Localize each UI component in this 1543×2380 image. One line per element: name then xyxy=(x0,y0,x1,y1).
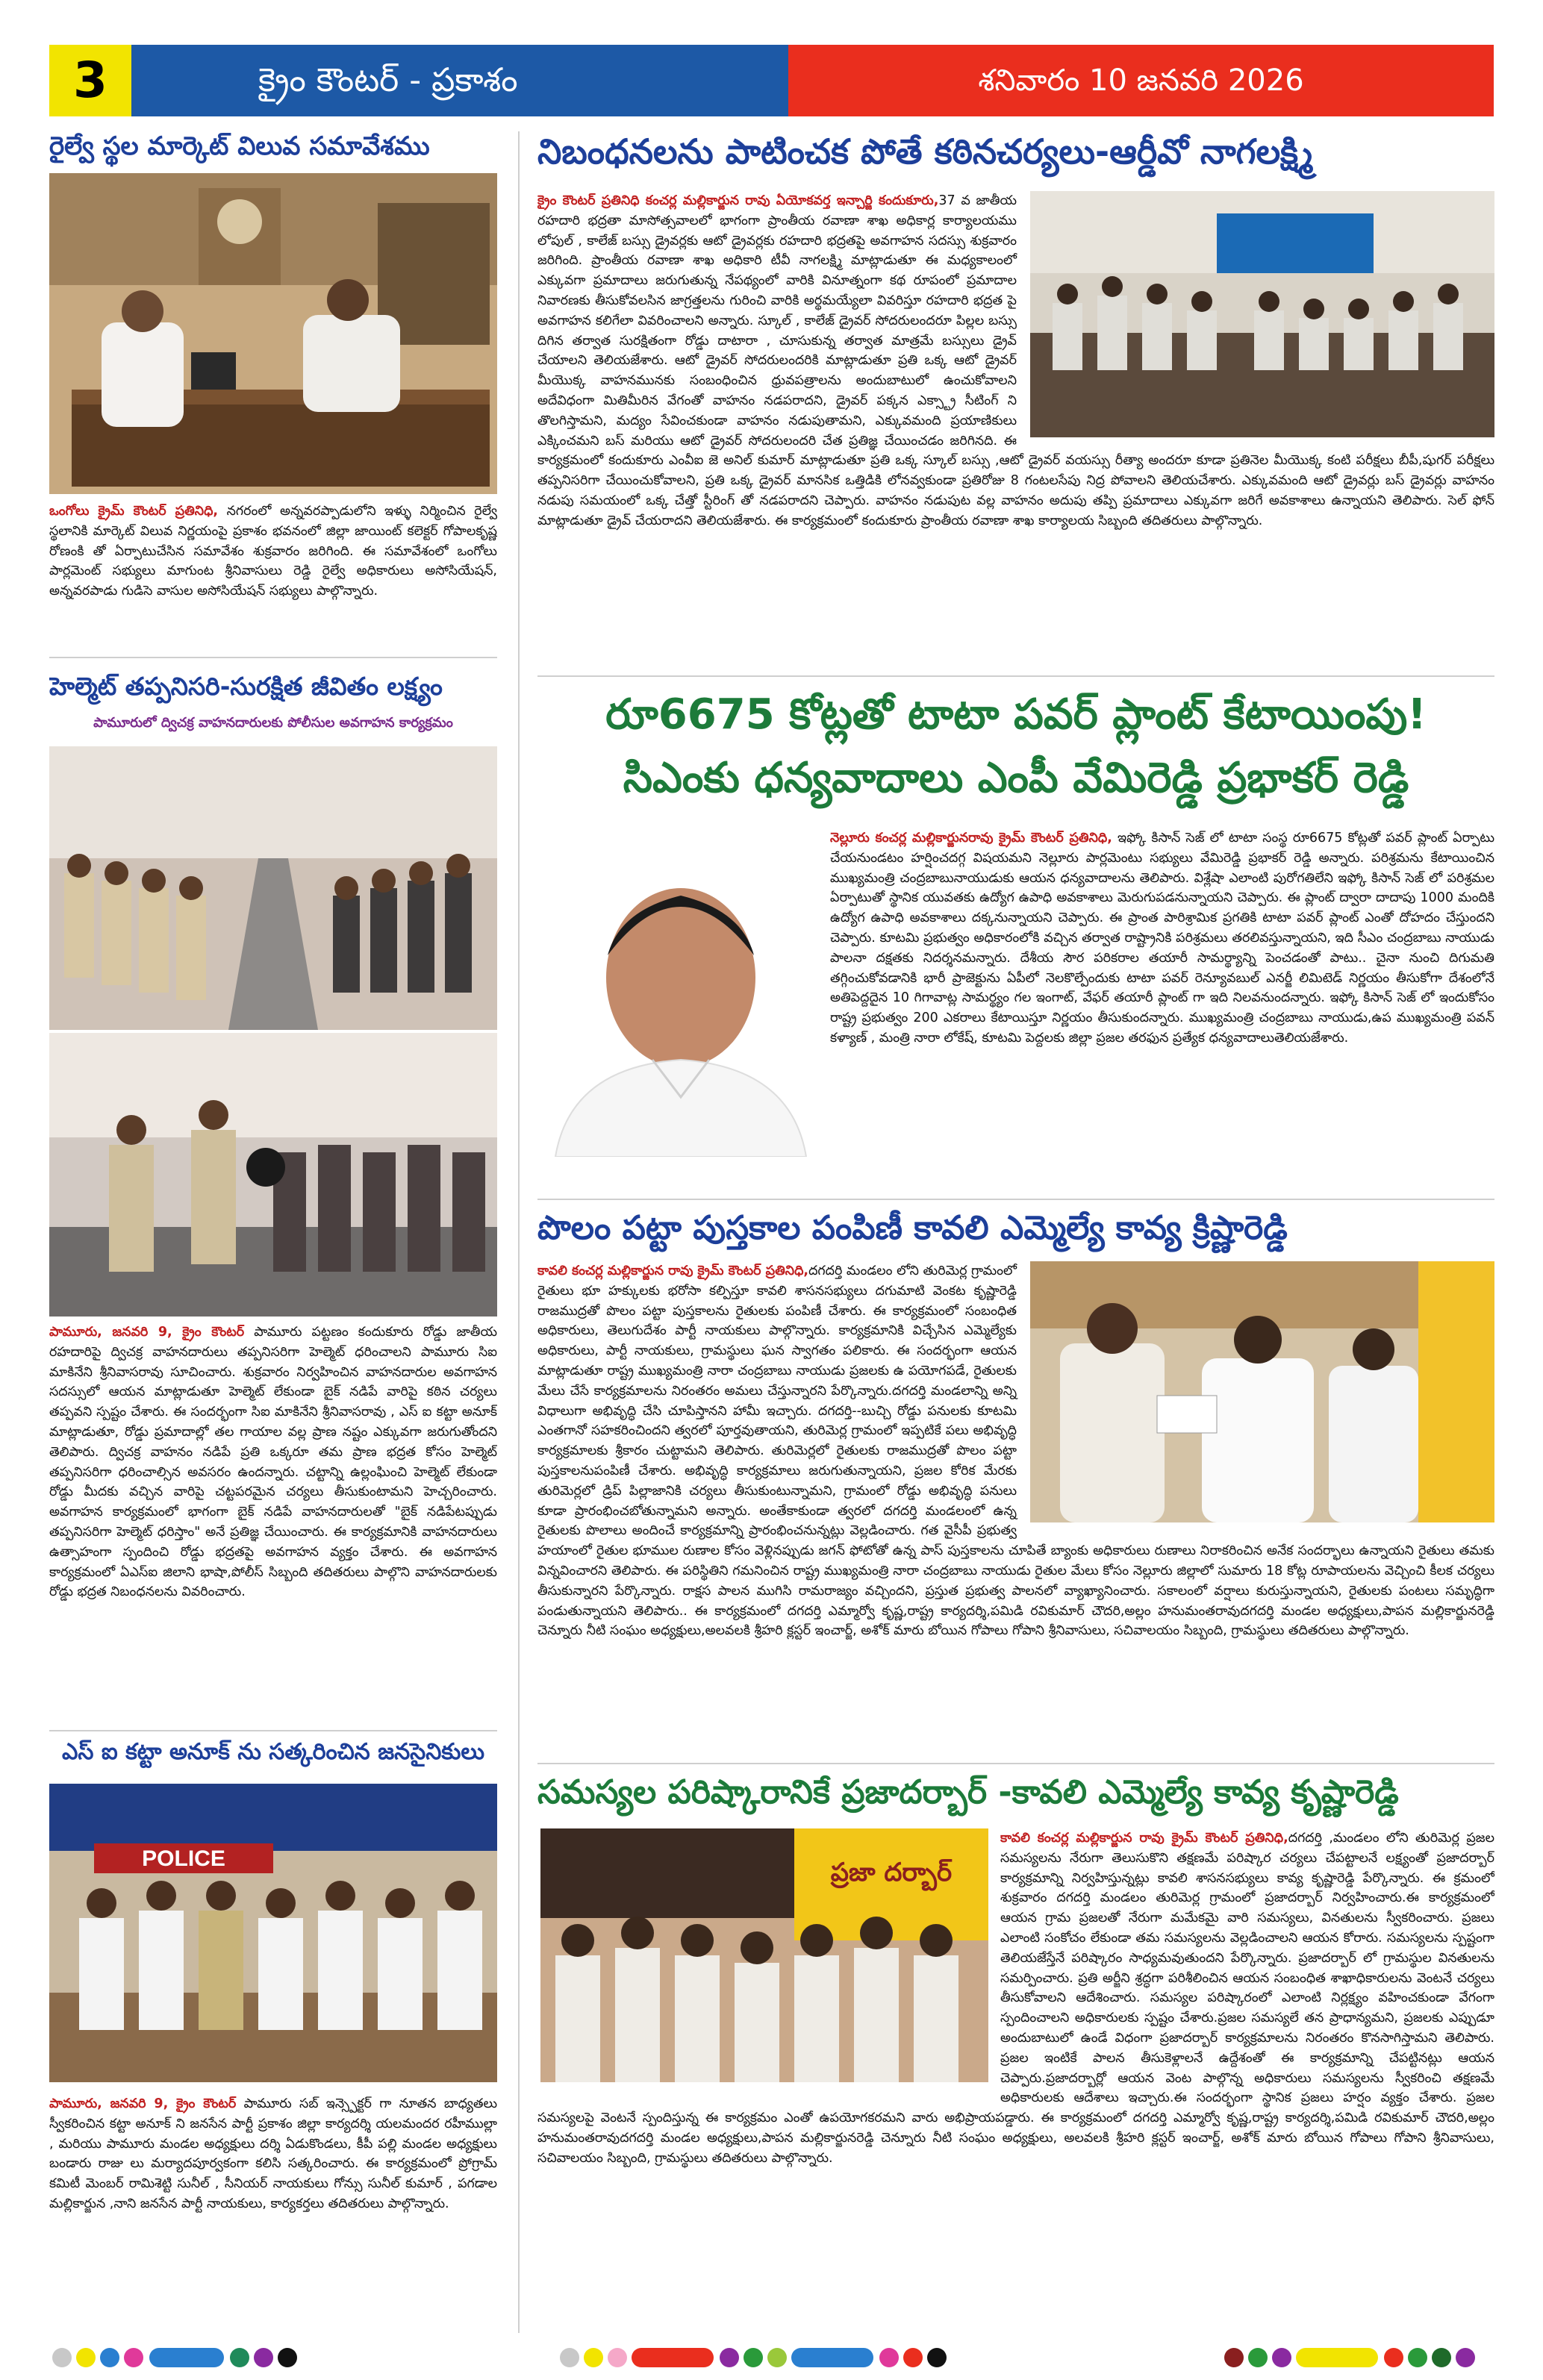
felicitation-image xyxy=(49,1784,497,2082)
footer-dot xyxy=(1384,2348,1403,2367)
footer-dot xyxy=(1272,2348,1291,2367)
art3-photo-1 xyxy=(49,746,497,1030)
paper-name: క్రైం కౌంటర్ - ప్రకాశం xyxy=(131,45,788,116)
art6-headline: ఎస్ ఐ కట్టా అనూక్ ను సత్కరించిన జనసైనికులు xyxy=(61,1739,484,1765)
page-number: 3 xyxy=(49,45,131,116)
police-banner-label: POLICE xyxy=(142,1846,225,1871)
footer-color-strip xyxy=(0,2348,1543,2370)
art2-photo-space xyxy=(1017,191,1494,443)
art1-photo xyxy=(49,173,497,494)
art6-text: పామూరు సబ్ ఇన్స్పెక్టర్ గా నూతన బాధ్యతలు స్వీకరించిన కట్టా అనూక్ ని జనసేన పార్టీ ప్రకాశం జిల్లా కార్యదర్శి యలమందర రహీముల్లా , మరియు పామూరు మండల అధ్యక్షులు దర్శి ఏడుకొండలు, కీపీ పల్లి మండల అధ్యక్షులు బండారు రాజు లు మర్యాదపూర్వకంగా కలిసి సత్కరించారు. ఈ కార్యక్రమంలో ప్రోగ్రామ్ కమిటీ మెంబర్ రామిశెట్టి సునీల్ , సీనియర్ నాయకులు గోన్సు సునీల్ కుమార్ , పగడాల మల్లికార్జున ,నాని జనసేన పార్టీ నాయకులు, కార్యకర్తలు తదితరులు పాల్గొన్నారు. xyxy=(49,2096,497,2211)
column-divider xyxy=(518,131,520,2333)
art4-headline: రూ6675 కోట్లతో టాటా పవర్ ప్లాంట్ కేటాయింపు! xyxy=(605,690,1427,739)
footer-dot xyxy=(278,2348,297,2367)
footer-dot xyxy=(584,2348,603,2367)
art3-lead: పామూరు, జనవరి 9, క్రైం కౌంటర్ xyxy=(49,1325,245,1340)
art1-body xyxy=(49,502,497,651)
footer-dot xyxy=(767,2348,787,2367)
art4-photo-space xyxy=(537,828,830,1157)
art4-lead: నెల్లూరు కంచర్ల మల్లికార్జునరావు క్రైమ్ కౌంటర్ ప్రతినిధి, xyxy=(830,831,1112,846)
footer-pill xyxy=(149,2348,224,2367)
footer-dot xyxy=(100,2348,119,2367)
darbar-banner-label: ప్రజా దర్బార్ xyxy=(830,1858,953,1887)
art7-photo-space xyxy=(537,1828,1000,2091)
divider xyxy=(49,657,497,658)
art3-text: పామూరు పట్టణం కందుకూరు రోడ్డు జాతీయ రహదారిపై ద్విచక్ర వాహనదారులు తప్పనిసరిగా హెల్మెట్ ధరించాలని పామూరు సిఐ మాకినేని శ్రీనివాసరావు సూచించారు. శుక్రవారం నిర్వహించిన వాహనదారుల అవగాహన సదస్సులో ఆయన మాట్లాడుతూ హెల్మెట్ లేకుండా బైక్ నడిపే వారిపై కఠిన చర్యలు తప్పవని స్పష్టం చేశారు. ఈ సందర్భంగా సిఐ మాకినేని శ్రీనివాసరావు , ఎస్ ఐ కట్టా అనూక్ మాట్లాడుతూ, రోడ్డు ప్రమాదాల్లో తల గాయాల వల్ల ప్రాణ నష్టం ఎక్కువగా జరుగుతోందని తెలిపారు. ద్విచక్ర వాహనం నడిపే ప్రతి ఒక్కరూ తమ ప్రాణ భద్రత కోసం హెల్మెట్ తప్పనిసరిగా ధరించాల్సిన అవసరం ఉందన్నారు. చట్టాన్ని ఉల్లంఘించి హెల్మెట్ లేకుండా రోడ్డు మీదకు వచ్చిన వారిపై చట్టపరమైన చర్యలు తీసుకుంటామని హెచ్చరించారు. అవగాహన కార్యక్రమంలో భాగంగా బైక్ నడిపే వాహనదారులతో "బైక్ నడిపేటప్పుడు తప్పనిసరిగా హెల్మెట్ ధరిస్తాం" అనే ప్రతిజ్ఞ చేయించారు. ఈ కార్యక్రమానికి వాహనదారులు ఉత్సాహంగా స్పందించి రోడ్డు భద్రతపై అవగాహన వ్యక్తం చేశారు. ఈ అవగాహన కార్యక్రమంలో ఏఎస్ఐ జిలాని భాషా,పోలీస్ సిబ్బంది తదితరులు పాల్గొని వాహనదారులకు రోడ్డు భద్రత నిబంధనలను వివరించారు. xyxy=(49,1325,497,1600)
art5-body xyxy=(537,1261,1494,1754)
footer-dot xyxy=(1456,2348,1475,2367)
footer-dot xyxy=(1224,2348,1244,2367)
divider xyxy=(537,1763,1494,1764)
helmet-awareness-image xyxy=(49,1033,497,1317)
art5-text: దగదర్తి మండలం లోని తురిమెర్ల గ్రామంలో రైతులు భూ హక్కులకు భరోసా కల్పిస్తూ కావలి శాసనసభ్యులు దగుమాటి వెంకట కృష్ణారెడ్డి రాజముద్రతో పొలం పట్టా పుస్తకాలను రైతులకు పంపిణీ చేశారు. ఈ కార్యక్రమంలో సంబంధిత అధికారులు, తెలుగుదేశం పార్టీ నాయకులు పాల్గొన్నారు. కార్యక్రమానికి విచ్చేసిన ఎమ్మెల్యేకు అధికారులు, పార్టీ నాయకులు, గ్రామస్థులు ఘన స్వాగతం పలికారు. ఈ సందర్భంగా ఆయన మాట్లాడుతూ రాష్ట్ర ముఖ్యమంత్రి నారా చంద్రబాబు నాయుడు ప్రజలకు ఉ పయోగపడే, రైతులకు మేలు చేసే కార్యక్రమాలను నిరంతరం అమలు చేస్తున్నారని పేర్కొన్నారు.దగదర్తి మండలాన్ని అన్ని విధాలుగా అభివృద్ధి చేసి చూపిస్తానని హామీ ఇచ్చారు. దగదర్తి--బుచ్చి రోడ్డు పనులకు కూటమి ఎంతగానో సహకరించిందని త్వరలో పూర్తవుతాయని, తురిమెర్ల గ్రామంలో ఇప్పటికే పలు అభివృద్ధి కార్యక్రమాలకు శ్రీకారం చుట్టామని తెలిపారు. తురిమెర్లలో రైతులకు రాజముద్రతో పొలం పట్టా పుస్తకాలనుపంపిణీ చేశారు. అభివృద్ధి కార్యక్రమాలు జరుగుతున్నాయని, ప్రజల కోరిక మేరకు తురిమెర్లలో డ్రిప్ పిల్లాజానికి చర్యలు తీసుకుంటున్నామని, గ్రామంలో రోడ్డు అభివృద్ధి పనులు కూడా ప్రారంభించబోతున్నామని అన్నారు. అంతేకాకుండా త్వరలో దగదర్తి మండలంలో ఉన్న రైతులకు పొలాలు అందించే కార్యక్రమాన్ని ప్రారంభించనున్నట్లు వెల్లడించారు. గత వైసీపీ ప్రభుత్వ హయాంలో రైతుల భూముల రుణాల కోసం వెళ్లినప్పుడు జగన్ ఫోటోతో ఉన్న పాస్ పుస్తకాలను చూపితే బ్యాంకు అధికారులు రుణాలు నిరాకరించిన అనేక సందర్భాలు ఉన్నాయని రైతులు తమకు విన్నవించారని తెలిపారు. ఈ పరిస్థితిని గమనించిన రాష్ట్ర ముఖ్యమంత్రి నారా చంద్రబాబు నాయుడు రైతుల మేలు కోసం నెల్లూరు జిల్లాలో సుమారు 18 కోట్ల రూపాయలను వెచ్చించి కీలక చర్యలు తీసుకున్నారని పేర్కొన్నారు. రాక్షస పాలన ముగిసి రామరాజ్యం వచ్చిందని, ప్రస్తుత ప్రభుత్వ పాలనలో వ్యాఖ్యానించారు. సకాలంలో వర్షాలు కురుస్తున్నాయని, రైతులకు పంటలు సమృద్ధిగా పండుతున్నాయని తెలిపారు.. ఈ కార్యక్రమంలో దగదర్తి ఎమ్మార్వో కృష్ణ,రాష్ట్ర కార్యదర్శి,పమిడి రవికుమార్ చౌదరి,అల్లం హనుమంతరావుదగదర్తి మండల అధ్యక్షులు,పాపన మల్లికార్జునరెడ్డి చెన్నూరు నీటి సంఘం అధ్యక్షులు,అలవలకి శ్రీహరి క్లస్టర్ ఇంచార్జ్, అశోక్ మారు బోయిన గోపాలు గోపాని శ్రీనివాసులు, సచివాలయం సిబ్బంది, గ్రామస్థులు తదితరులు పాల్గొన్నారు. xyxy=(537,1264,1494,1639)
footer-dot xyxy=(560,2348,579,2367)
footer-dot xyxy=(608,2348,627,2367)
footer-dot xyxy=(1432,2348,1451,2367)
art2-headline: నిబంధనలను పాటించక పోతే కఠినచర్యలు-ఆర్డీవో నాగలక్ష్మి xyxy=(537,131,1313,172)
art7-lead: కావలి కంచర్ల మల్లికార్జున రావు క్రైమ్ కౌంటర్ ప్రతినిధి, xyxy=(1000,1831,1288,1846)
art5-photo-space xyxy=(1017,1261,1494,1527)
footer-dot xyxy=(879,2348,899,2367)
office-meeting-image xyxy=(49,173,497,494)
art5-lead: కావలి కంచర్ల మల్లికార్జున రావు క్రైమ్ కౌంటర్ ప్రతినిధి, xyxy=(537,1264,809,1278)
footer-dot xyxy=(124,2348,143,2367)
art7-text: దగదర్తి ,మండలం లోని తురిమెర్ల ప్రజల సమస్యలను నేరుగా తెలుసుకొని తక్షణమే పరిష్కార చర్యలు చేపట్టాలనే లక్ష్యంతో ప్రజాదర్బార్ కార్యక్రమాన్ని నిర్వహిస్తున్నట్లు కావలి శాసనసభ్యులు కావ్య కృష్ణారెడ్డి పేర్కొన్నారు. ఈ క్రమంలో శుక్రవారం దగదర్తి మండలం తురిమెర్ల గ్రామంలో ప్రజాదర్బార్ నిర్వహించారు.ఈ కార్యక్రమంలో ఆయన గ్రామ ప్రజలతో నేరుగా మమేకమై వారి సమస్యలు, వినతులను స్వీకరించారు. ప్రజలు ఎలాంటి సంకోచం లేకుండా తమ సమస్యలను వెల్లడించాలని ఆయన కోరారు. సమస్యలను స్పష్టంగా తెలియజేస్తేనే పరిష్కారం సాధ్యమవుతుందని పేర్కొన్నారు. ప్రజాదర్బార్ లో గ్రామస్థుల వినతులను సమర్పించారు. ప్రతి అర్జీని శ్రద్ధగా పరిశీలించిన ఆయన సంబంధిత శాఖాధికారులను వెంటనే చర్యలు తీసుకోవాలని ఆదేశించారు. సమస్యల పరిష్కారంలో ఎలాంటి నిర్లక్ష్యం వహించకుండా వేగంగా స్పందించాలని అధికారులకు స్పష్టం చేశారు.ప్రజల సమస్యలే తన ప్రాధాన్యమని, ప్రజలకు ఎప్పుడూ అందుబాటులో ఉండే విధంగా ప్రజాదర్బార్ కార్యక్రమాలను నిరంతరం కొనసాగిస్తామని తెలిపారు. ప్రజల ఇంటికే పాలన తీసుకెళ్లాలనే ఉద్దేశంతో ఈ కార్యక్రమాన్ని చేపట్టినట్లు ఆయన చెప్పారు.ప్రజాదర్బార్లో ఆయన వెంట పాల్గొన్న అధికారులు సమస్యలను స్వీకరించి తక్షణమే అధికారులకు ఆదేశాలు ఇచ్చారు.ఈ సందర్భంగా స్థానిక ప్రజలు హర్షం వ్యక్తం చేశారు. ప్రజల సమస్యలపై వెంటనే స్పందిస్తున్న ఈ కార్యక్రమం ఎంతో ఉపయోగకరమని వారు అభిప్రాయపడ్డారు. ఈ కార్యక్రమంలో దగదర్తి ఎమ్మార్వో కృష్ణ,రాష్ట్ర కార్యదర్శి,పమిడి రవికుమార్ చౌదరి,అల్లం హనుమంతరావుదగదర్తి మండల అధ్యక్షులు,పాపన మల్లికార్జునరెడ్డి చెన్నూరు నీటి సంఘం అధ్యక్షులు, అలవలకి శ్రీహరి క్లస్టర్ ఇంచార్జ్, అశోక్ మారు బోయిన గోపాలు గోపాని శ్రీనివాసులు, సచివాలయం సిబ్బంది, గ్రామస్థులు తదితరులు పాల్గొన్నారు. xyxy=(537,1831,1494,2166)
footer-pill xyxy=(632,2348,714,2367)
art1-text: నగరంలో అన్నవరప్పాడులోని ఇళ్ళు నిర్మించిన రైల్వే స్థలానికి మార్కెట్ విలువ నిర్ణయంపై ప్రకాశం భవనంలో జిల్లా జాయింట్ కలెక్టర్ గోపాలకృష్ణ రోణంకి తో ఏర్పాటుచేసిన సమావేశం శుక్రవారం జరిగింది. ఈ సమావేశంలో ఒంగోలు పార్లమెంట్ సభ్యులు మాగుంట శ్రీనివాసులు రెడ్డి రైల్వే అధికారులు అసోసియేషన్, అన్నవరపాడు గుడిసె వాసుల అసోసియేషన్ సభ్యులు పాల్గొన్నారు. xyxy=(49,504,497,599)
footer-pill xyxy=(1296,2348,1378,2367)
footer-dot xyxy=(720,2348,739,2367)
footer-dot xyxy=(52,2348,72,2367)
art2-text: 37 వ జాతీయ రహదారి భద్రతా మాసోత్సవాలలో భాగంగా ప్రాంతీయ రవాణా శాఖ అధికార్ల కార్యాలయము లోపుల్ , కాలేజ్ బస్సు డ్రైవర్లకు ఆటో డ్రైవర్లకు రహదారి భద్రతపై అవగాహన సదస్సు శుక్రవారం జరిగింది. ప్రాంతీయ రవాణా శాఖ అధికారి టీవీ నాగలక్ష్మి మాట్లాడుతూ ఈ మధ్యకాలంలో ఎక్కువగా ప్రమాదాలు జరుగుతున్న నేపథ్యంలో వారికి వినూత్నంగా కథ రూపంలో ప్రమాదాల నివారణకు తీసుకోవలసిన జాగ్రత్తలను గురించి వారికి అర్థమయ్యేలా వివరిస్తూ రహదారి భద్రత పై అవగాహన కలిగేలా వివరించాలని అన్నారు. స్కూల్ , కాలేజ్ డ్రైవర్ సోదరులందరూ పిల్లల బస్సు దిగిన తర్వాత సురక్షితంగా రోడ్డు దాటారా , చూసుకున్న తర్వాత మాత్రమే బస్సులు డ్రైవ్ చేయాలని తెలియజేశారు. ఆటో డ్రైవర్ సోదరులందరికి మాట్లాడుతూ ప్రతి ఒక్క ఆటో డ్రైవర్ మీయొక్క వాహనమునకు సంబంధించిన ధ్రువపత్రాలను అందుబాటులో ఉంచుకోవాలని అదేవిధంగా మితిమీరిన వేగంతో వాహనం నడపరాదని, డ్రైవర్ పక్కన ఎక్స్ట్రా సీటింగ్ ని తొలగిస్తామని, మద్యం సేవించకుండా వాహనం నడుపుతామని, ఎక్కువమంది ప్రయాణికులు ఎక్కించమని బస్ మరియు ఆటో డ్రైవర్ సోదరులందరి చేత ప్రతిజ్ఞ చేయించడం జరిగినది. ఈ కార్యక్రమంలో కందుకూరు ఎంవీఐ జె అనిల్ కుమార్ మాట్లాడుతూ ప్రతి ఒక్క స్కూల్ బస్సు ,ఆటో డ్రైవర్ వయస్సు రీత్యా అందరూ కూడా ప్రతినెల మీయొక్క కంటి పరీక్షలు బీపీ,షుగర్ పరీక్షలు తప్పనిసరిగా చేయించుకోవాలని, ప్రతి ఒక్క డ్రైవర్ మానసిక ఒత్తిడికి లోనవ్వకుండా ప్రతిరోజు 8 గంటలసేపు నిద్ర పోవాలని తెలియచేశారు. ఎక్కువమంది ఆటో డ్రైవర్లు బస్ డ్రైవర్లు వాహనం నడుపు సమయంలో ఒక్క చేత్తో స్టీరింగ్ తో నడపరాదని చెప్పారు. వాహనం నడుపుట వల్ల వాహనం అదుపు తప్పి ప్రమాదాలు ఎక్కువగా జరిగే అవకాశాలు ఉన్నాయని తెలిపారు. సెల్ ఫోన్ మాట్లాడుతూ డ్రైవ్ చేయరాదని తెలియజేశారు. ఈ కార్యక్రమంలో కందుకూరు ప్రాంతీయ రవాణా శాఖ కార్యాలయ సిబ్బంది తదితరులు పాల్గొన్నారు. xyxy=(537,193,1494,528)
footer-dot xyxy=(230,2348,249,2367)
footer-dot xyxy=(1408,2348,1427,2367)
footer-dot xyxy=(744,2348,763,2367)
art3-photo-2 xyxy=(49,1033,497,1317)
helmet-pledge-image xyxy=(49,746,497,1030)
art1-headline: రైల్వే స్థల మార్కెట్ విలువ సమావేశము xyxy=(49,131,430,161)
footer-pill xyxy=(791,2348,873,2367)
footer-dot xyxy=(903,2348,923,2367)
art7-headline: సమస్యల పరిష్కారానికే ప్రజాదర్బార్ -కావలి ఎమ్మెల్యే కావ్య కృష్ణారెడ్డి xyxy=(537,1773,1399,1811)
art6-lead: పామూరు, జనవరి 9, క్రైం కౌంటర్ xyxy=(49,2096,237,2111)
art4-text: ఇఫ్కో కిసాన్ సెజ్ లో టాటా సంస్థ రూ6675 కోట్లతో పవర్ ప్లాంట్ ఏర్పాటు చేయనుండటం హర్షించదగ్గ విషయమని నెల్లూరు పార్లమెంటు సభ్యులు వేమిరెడ్డి ప్రభాకర్ రెడ్డి అన్నారు. పరిశ్రమను కేటాయించిన ముఖ్యమంత్రి చంద్రబాబునాయుడుకు ఆయన ధన్యవాదాలను తెలిపారు. విశ్లేషా ఎలాంటి పురోగతిలేని ఇఫ్కో కిసాన్ సెజ్ లో పరిశ్రమల ఏర్పాటుతో స్థానిక యువతకు ఉద్యోగ ఉపాధి అవకాశాలు మెరుగుపడనున్నాయని చెప్పారు. ఈ ప్లాంట్ ద్వారా దాదాపు 1000 మందికి ఉద్యోగ ఉపాధి అవకాశాలు దక్కనున్నాయని చెప్పారు. ఈ ప్రాంత పారిశ్రామిక ప్రగతికి టాటా పవర్ ప్లాంట్ ఎంతో దోహదం చేస్తుందని చెప్పారు. కూటమి ప్రభుత్వం అధికారంలోకి వచ్చిన తర్వాత రాష్ట్రానికి పరిశ్రమలు తరలివస్తున్నాయని, ఇది సీఎం చంద్రబాబు నాయుడు పాలనా దక్షతకు నిదర్శనమన్నారు. దేశీయ సౌర పరికరాల తయారీ సామర్థ్యాన్ని పెంచడంతో పాటు.. చైనా నుంచి దిగుమతి తగ్గించుకోవడానికి భారీ ప్రాజెక్టును ఏపీలో నెలకొల్పేందుకు టాటా పవర్ రెన్యూవబుల్ ఎనర్జీ లిమిటెడ్ నిర్ణయం తీసుకోగా దేశంలోనే అతిపెద్దదైన 10 గిగావాట్ల సామర్థ్యం గల ఇంగాట్, వేఫర్ తయారీ ప్లాంట్ గా ఇది నిలవనుందన్నారు. ఇఫ్కో కిసాన్ సెజ్ లో ఇందుకోసం రాష్ట్ర ప్రభుత్వం 200 ఎకరాలు కేటాయిస్తూ నిర్ణయం తీసుకుందన్నారు. ముఖ్యమంత్రి చంద్రబాబు నాయుడు,ఉప ముఖ్యమంత్రి పవన్ కళ్యాణ్ , మంత్రి నారా లోకేష్, కూటమి పెద్దలకు జిల్లా ప్రజల తరఫున ప్రత్యేక ధన్యవాదాలుతెలియజేశారు. xyxy=(830,831,1494,1046)
art5-headline: పొలం పట్టా పుస్తకాల పంపిణీ కావలి ఎమ్మెల్యే కావ్య క్రిష్ణారెడ్డి xyxy=(537,1209,1288,1247)
art3-subhead: పామూరులో ద్విచక్ర వాహనదారులకు పోలీసుల అవగాహన కార్యక్రమం xyxy=(93,715,453,731)
art6-body xyxy=(49,2094,497,2340)
art7-body xyxy=(537,1828,1494,2340)
art4-subheadline: సిఎంకు ధన్యవాదాలు ఎంపీ వేమిరెడ్డి ప్రభాకర్ రెడ్డి xyxy=(623,754,1409,802)
divider xyxy=(537,675,1494,677)
art3-body xyxy=(49,1322,497,1725)
footer-dot xyxy=(1248,2348,1268,2367)
art4-body xyxy=(537,828,1494,1194)
art1-lead: ఒంగోలు క్రైమ్ కౌంటర్ ప్రతినిధి, xyxy=(49,504,219,519)
footer-dot xyxy=(254,2348,273,2367)
art3-headline: హెల్మెట్ తప్పనిసరి-సురక్షిత జీవితం లక్ష్యం xyxy=(49,672,443,701)
footer-dot xyxy=(76,2348,96,2367)
art6-photo xyxy=(49,1784,497,2082)
issue-date: శనివారం 10 జనవరి 2026 xyxy=(788,45,1494,116)
art2-body xyxy=(537,191,1494,670)
art2-lead: క్రైం కౌంటర్ ప్రతినిధి కంచర్ల మల్లికార్జున రావు ఏయోకవర్త ఇన్చార్జి కందుకూరు, xyxy=(537,193,939,208)
divider xyxy=(537,1199,1494,1200)
footer-dot xyxy=(927,2348,947,2367)
divider xyxy=(49,1730,497,1731)
